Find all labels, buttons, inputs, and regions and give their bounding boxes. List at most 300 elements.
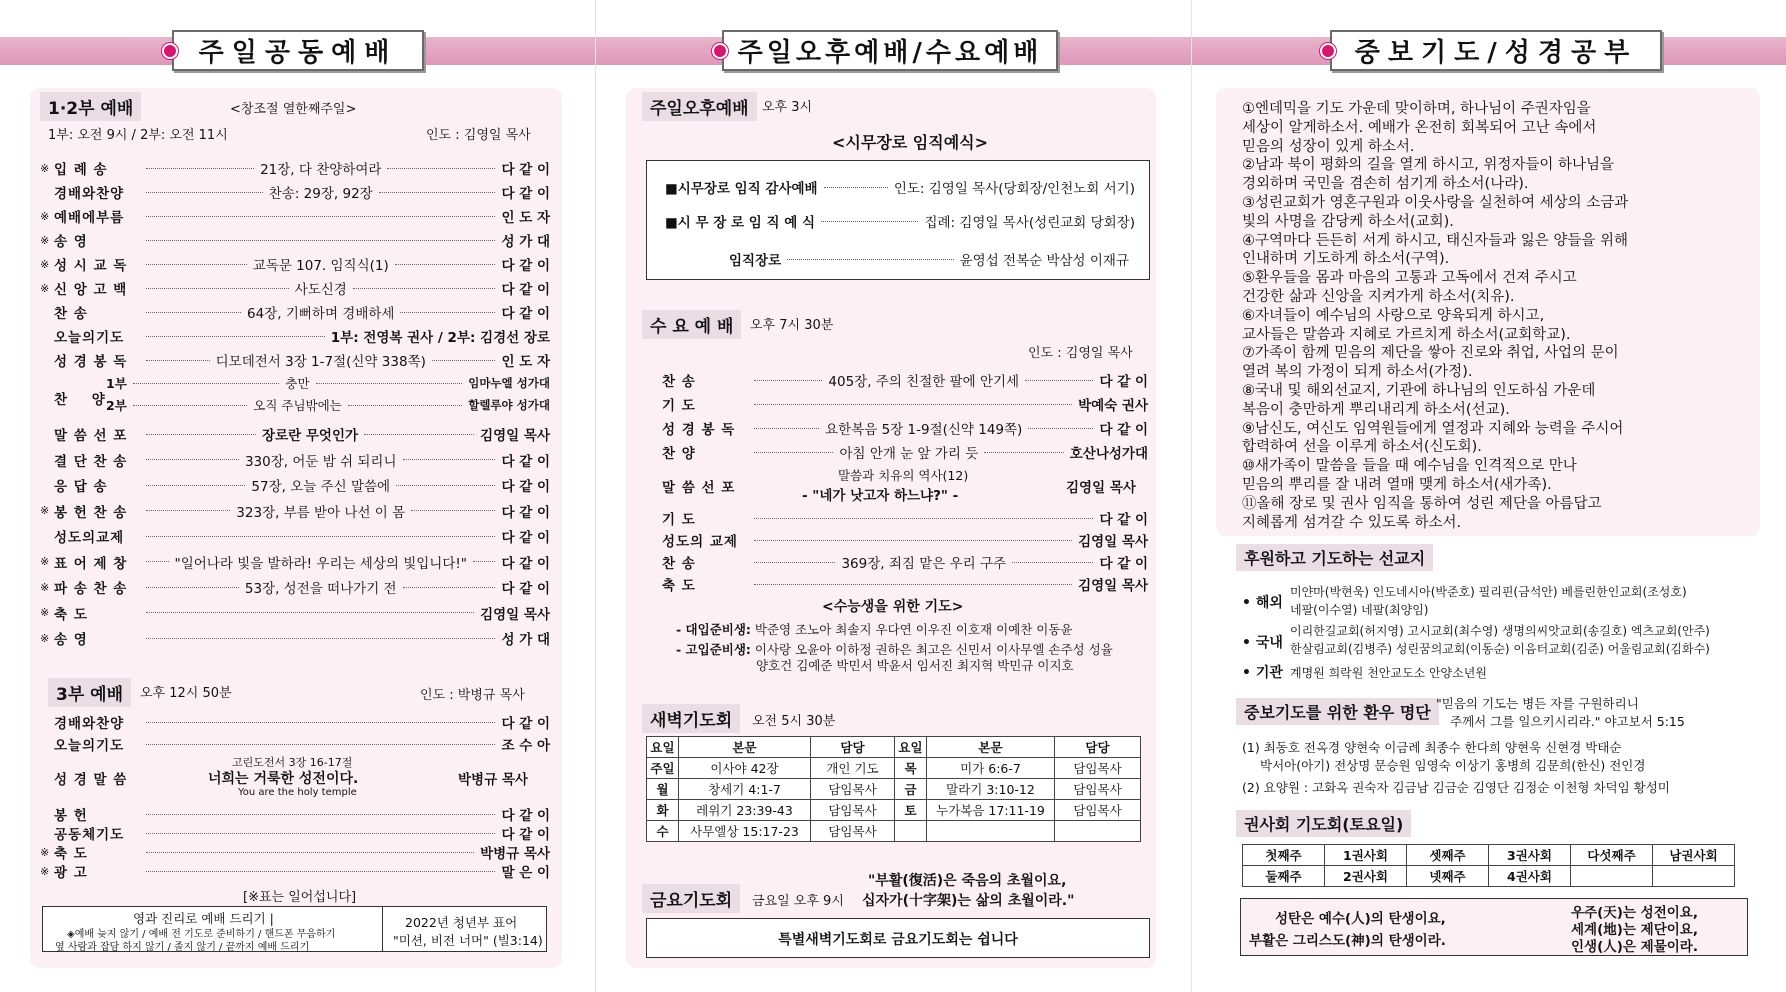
mission-inst: 계명원 희락원 천안교도소 안양소년원 <box>1290 666 1487 680</box>
leader-dots <box>133 405 247 406</box>
motto-right-1: 우주(天)는 성전이요, <box>1571 905 1698 921</box>
worship-item-label: 찬 양 <box>662 446 696 462</box>
deacon-row <box>1243 866 1735 887</box>
friday-heading: 금요기도회 <box>642 884 740 913</box>
leader-dots <box>353 288 496 289</box>
worship-item-row <box>40 603 550 623</box>
leader-dots <box>146 510 230 511</box>
prayer-line: 경외하며 국민을 겸손히 섬기게 하소서(나라). <box>1242 176 1529 193</box>
worship-item-label: 성 시 교 독 <box>54 258 128 274</box>
deacon-cell: 2권사회 <box>1325 866 1407 887</box>
standing-mark: ※ <box>40 504 50 517</box>
friday-notice: 특별새벽기도회로 금요기도회는 쉽니다 <box>778 932 1018 948</box>
friday-time: 금요일 오후 9시 <box>752 894 844 909</box>
worship-item-row <box>40 526 550 546</box>
worship-item-label: 파 송 찬 송 <box>54 581 128 597</box>
mission-domestic-2: 한살림교회(김병주) 성린꿈의교회(이동순) 이음터교회(김준) 어울림교회(김화수) <box>1290 642 1710 656</box>
worship-item-leader: 인 도 자 <box>501 210 550 226</box>
worship-item-row <box>40 450 550 470</box>
section-title-text: 주일공동예배 <box>198 38 398 68</box>
worship-item-label: 광 고 <box>54 865 88 881</box>
standing-mark: ※ <box>40 257 50 271</box>
mission-domestic-label: • 국내 <box>1242 635 1283 651</box>
worship-item-row <box>40 326 550 346</box>
section-title-text: 주일오후예배/수요예배 <box>737 38 1043 68</box>
leader-dots <box>754 584 1072 585</box>
prayer-line: ⑧국내 및 해외선교지, 기관에 하나님의 인도하심 가운데 <box>1242 383 1596 399</box>
prayer-line: 교사들은 말씀과 지혜로 가르치게 하소서(교회학교). <box>1242 326 1571 343</box>
leader-dots <box>403 459 496 460</box>
worship-item-row <box>40 230 550 250</box>
prayer-line: 지혜롭게 섬겨갈 수 있도록 하소서. <box>1242 514 1462 531</box>
worship-item-leader: 조 수 아 <box>501 738 550 754</box>
sick-list-2: (2) 요양원 : 고화옥 권숙자 김금남 김금순 김영단 김정순 이천형 차덕임 황성미 <box>1242 780 1670 795</box>
leader-dots <box>1025 380 1093 381</box>
dawn-schedule-table <box>646 736 1141 842</box>
worship-item-label: 축 도 <box>662 578 696 594</box>
prayer-line: ⑨남신도, 여신도 임역원들에게 열정과 지혜와 능력을 주시어 <box>1242 420 1624 437</box>
dawn-cell: 목 <box>895 758 927 779</box>
worship-item-label: 송 영 <box>54 234 88 250</box>
prayer-line: 빛의 사명을 감당케 하소서(교회). <box>1242 213 1454 230</box>
worship-item-row <box>648 394 1148 414</box>
friday-quote-2: 십자가(十字架)는 삶의 초월이라." <box>862 893 1075 909</box>
worship-item-content: 사도신경 <box>294 282 347 298</box>
footer-left-line2: 옆 사람과 잡담 하지 않기 / 졸지 않기 / 끝까지 예배 드리기 <box>55 942 310 953</box>
service12-heading: 1·2부 예배 <box>40 92 141 121</box>
worship-item-row <box>40 350 550 370</box>
deacon-cell: 첫째주 <box>1243 845 1325 866</box>
service3-heading: 3부 예배 <box>48 678 131 707</box>
leader-dots <box>146 312 241 313</box>
worship-item-content: 교독문 107. 임직식(1) <box>252 258 389 274</box>
service3-time: 오후 12시 50분 <box>140 686 232 701</box>
footer-left-title: 영과 진리로 예배 드리기 | <box>133 911 274 926</box>
dawn-cell: 미가 6:6-7 <box>927 758 1055 779</box>
standing-mark: ※ <box>40 555 50 568</box>
leader-dots <box>146 459 239 460</box>
worship-item-content: 53장, 성전을 떠나가기 전 <box>244 581 397 597</box>
worship-item-row <box>648 418 1148 438</box>
sermon-preacher: 김영일 목사 <box>1066 480 1136 496</box>
standing-mark: ※ <box>40 209 50 223</box>
worship-item-row <box>40 712 550 732</box>
worship-item-label: 송 영 <box>54 632 88 648</box>
worship-item-row <box>40 158 550 178</box>
afternoon-heading: 주일오후예배 <box>642 92 757 121</box>
mission-abroad-2: 네팔(이수열) 네팔(최양임) <box>1290 603 1429 617</box>
worship-item-leader: 다 같 이 <box>501 530 550 546</box>
deacon-cell: 둘째주 <box>1243 866 1325 887</box>
exam-college-label: - 대입준비생: <box>676 622 751 637</box>
worship-item-content: 369장, 죄짐 맡은 우리 구주 <box>841 556 1007 572</box>
worship-item-leader: 1부: 전영복 권사 / 2부: 김경선 장로 <box>330 330 550 346</box>
anthem-row <box>106 374 550 392</box>
exam-college-names: 박준영 조노아 최솔지 우다연 이우진 이호재 이예찬 이동윤 <box>754 622 1073 637</box>
worship-item-label: 경배와찬양 <box>54 186 125 202</box>
leader-dots <box>984 452 1063 453</box>
worship-item-leader: 김영일 목사 <box>480 428 550 444</box>
leader-dots <box>146 192 263 193</box>
motto-box <box>1240 898 1748 956</box>
worship-item-row <box>40 577 550 597</box>
worship-item-leader: 다 같 이 <box>501 258 551 274</box>
worship-item-leader: 김영일 목사 <box>1078 534 1148 550</box>
anthem-row <box>106 396 550 414</box>
dawn-cell: 화 <box>647 800 679 821</box>
column-sunday-worship <box>0 0 595 992</box>
standing-mark: ※ <box>40 864 50 878</box>
dawn-cell: 레위기 23:39-43 <box>679 800 811 821</box>
worship-item-leader: 박예숙 권사 <box>1078 398 1148 414</box>
leader-dots <box>146 434 256 435</box>
dawn-cell: 말라기 3:10-12 <box>927 779 1055 800</box>
worship-item-content: 21장, 다 찬양하여라 <box>260 162 382 178</box>
worship-item-label: 찬 송 <box>54 306 88 322</box>
leader-dots <box>146 722 495 723</box>
worship-item-leader: 다 같 이 <box>501 282 551 298</box>
leader-dots <box>146 536 495 537</box>
worship-item-row <box>40 842 550 862</box>
worship-item-leader: 다 같 이 <box>501 555 551 572</box>
worship-item-label: 공동체기도 <box>54 827 125 843</box>
mission-abroad-1: 미얀마(박현욱) 인도네시아(박준호) 필리핀(금석안) 베를린한인교회(조성호) <box>1290 585 1687 599</box>
dawn-time: 오전 5시 30분 <box>752 714 836 729</box>
worship-item-leader: 김영일 목사 <box>480 606 550 623</box>
leader-dots <box>146 240 495 241</box>
leader-dots <box>1028 428 1093 429</box>
sermon3-block <box>40 754 550 802</box>
worship-item-label: 성 경 봉 독 <box>54 354 128 370</box>
deacon-cell: 넷째주 <box>1407 866 1489 887</box>
youth-motto-title: 2022년 청년부 표어 <box>405 915 518 930</box>
sermon-label: 말 씀 선 포 <box>662 480 736 496</box>
dawn-cell: 금 <box>895 779 927 800</box>
worship-item-leader: 박병규 목사 <box>480 846 550 862</box>
dawn-header-cell: 요일 <box>647 737 679 758</box>
prayer-line: 믿음의 뿌리를 잘 내려 열매 맺게 하소서(새가족). <box>1242 477 1552 493</box>
dawn-cell: 창세기 4:1-7 <box>679 779 811 800</box>
dawn-row <box>647 821 1141 842</box>
worship-item-label: 기 도 <box>662 512 696 528</box>
dawn-cell: 담임목사 <box>1055 758 1141 779</box>
sick-quote-1: "믿음의 기도는 병든 자를 구원하리니 <box>1436 696 1639 711</box>
ordination-row-value: 인도: 김영일 목사(당회장/인천노회 서기) <box>893 181 1135 197</box>
sermon3-preacher: 박병규 목사 <box>458 772 528 788</box>
leader-dots <box>146 360 210 361</box>
standing-mark: ※ <box>40 233 50 247</box>
leader-dots <box>146 852 474 853</box>
friday-quote-1: "부활(復活)은 죽음의 초월이요, <box>868 873 1067 889</box>
leader-dots <box>821 221 918 222</box>
ordination-row-label: 임직장로 <box>729 253 782 269</box>
worship-item-content: 아침 안개 눈 앞 가리 듯 <box>839 446 979 462</box>
prayer-line: ③성린교회가 영혼구원과 이웃사랑을 실천하여 세상의 소금과 <box>1242 195 1629 211</box>
prayer-line: ⑥자녀들이 예수님의 사랑으로 양육되게 하시고, <box>1242 307 1545 324</box>
leader-dots <box>348 405 462 406</box>
worship-item-leader: 다 같 이 <box>1099 374 1148 390</box>
ordination-row <box>665 211 1135 231</box>
worship-item-leader: 다 같 이 <box>501 306 551 322</box>
sermon-title-1: 말씀과 치유의 역사(12) <box>838 468 969 483</box>
leader-dots <box>754 380 822 381</box>
dawn-cell: 사무엘상 15:17-23 <box>679 821 811 842</box>
prayer-line: ⑪올해 장로 및 권사 임직을 통하여 성린 제단을 아름답고 <box>1242 495 1602 512</box>
dawn-cell: 담임목사 <box>811 821 895 842</box>
prayer-line: ④구역마다 든든히 서게 하시고, 태신자들과 잃은 양들을 위해 <box>1242 232 1629 249</box>
deacon-cell: 3권사회 <box>1489 845 1571 866</box>
deacon-table-wrap <box>1242 844 1735 887</box>
column-intercession <box>1192 0 1786 992</box>
leader-dots <box>146 216 495 217</box>
footer-left-line1: ◈예배 늦지 않기 / 예배 전 기도로 준비하기 / 핸드폰 무음하기 <box>67 929 336 940</box>
ordination-row-label: ■시 무 장 로 임 직 예 식 <box>665 215 815 231</box>
prayer-line: 건강한 삶과 신앙을 지켜가게 하소서(치유). <box>1242 289 1515 305</box>
worship-item-row <box>40 206 550 226</box>
ordination-row-label: ■시무장로 임직 감사예배 <box>665 181 818 197</box>
ordination-box <box>646 160 1150 280</box>
section-title <box>722 30 1058 71</box>
anthem-choir: 임마누엘 성가대 <box>468 376 550 390</box>
ordination-row-value: 윤영섭 전복순 박삼성 이재규 <box>959 253 1129 269</box>
dawn-header-cell: 요일 <box>895 737 927 758</box>
wednesday-heading: 수 요 예 배 <box>642 310 741 339</box>
worship-item-content: "일어나라 빛을 발하라! 우리는 세상의 빛입니다!" <box>174 555 467 572</box>
dawn-cell <box>927 821 1055 842</box>
prayer-line: ⑦가족이 함께 믿음의 제단을 쌓아 진로와 취업, 사업의 문이 <box>1242 345 1619 362</box>
dawn-header-cell: 본문 <box>679 737 811 758</box>
deacon-cell <box>1571 866 1653 887</box>
leader-dots <box>146 561 169 562</box>
worship-item-label: 축 도 <box>54 846 88 862</box>
leader-dots <box>387 168 495 169</box>
worship-item-label: 말 씀 선 포 <box>54 428 128 444</box>
worship-item-row <box>40 552 550 572</box>
worship-item-content: 디모데전서 3장 1-7절(신약 338쪽) <box>215 354 426 370</box>
dawn-cell: 담임목사 <box>811 779 895 800</box>
ordination-title: <시무장로 임직예식> <box>832 133 989 152</box>
worship-item-leader: 말 은 이 <box>501 865 550 881</box>
sick-list-1b: 박서아(아기) 전상명 문승원 임영숙 이상기 홍병희 김문희(한신) 전인경 <box>1260 758 1646 773</box>
worship-item-label: 입 례 송 <box>54 162 108 178</box>
leader-dots <box>1012 562 1093 563</box>
dawn-row <box>647 800 1141 821</box>
prayer-line: 복음이 충만하게 뿌리내리게 하소서(선교). <box>1242 401 1510 418</box>
sermon3-label: 성 경 말 씀 <box>54 772 128 788</box>
dawn-header-cell: 본문 <box>927 737 1055 758</box>
deacon-cell: 남권사회 <box>1653 845 1735 866</box>
column-afternoon-wednesday <box>596 0 1191 992</box>
dawn-header-cell: 담당 <box>1055 737 1141 758</box>
anthem-part: 2부 <box>106 398 127 413</box>
dawn-table-wrap <box>646 736 1141 842</box>
worship-item-row <box>648 552 1148 572</box>
prayer-line: 인내하며 기도하게 하소서(구역). <box>1242 251 1450 268</box>
worship-item-row <box>40 861 550 881</box>
worship-item-label: 성도의교제 <box>54 530 125 546</box>
bullet-dot-icon <box>712 43 728 59</box>
worship-item-label: 예배에부름 <box>54 210 125 226</box>
worship-item-leader: 다 같 이 <box>501 808 550 824</box>
worship-item-leader: 성 가 대 <box>501 234 550 250</box>
worship-item-leader: 다 같 이 <box>501 453 550 470</box>
leader-dots <box>133 383 280 384</box>
motto-left-2: 부활은 그리스도(神)의 탄생이라. <box>1249 933 1446 949</box>
worship-item-label: 결 단 찬 송 <box>54 453 128 470</box>
prayer-line: ⑤환우들을 몸과 마음의 고통과 고독에서 건져 주시고 <box>1242 270 1577 287</box>
prayer-line: 세상이 알게하소서. 예배가 온전히 회복되어 고난 속에서 <box>1242 119 1597 136</box>
dawn-cell: 담임목사 <box>1055 779 1141 800</box>
worship-item-row <box>40 823 550 843</box>
worship-item-row <box>40 302 550 322</box>
deacon-cell: 1권사회 <box>1325 845 1407 866</box>
dawn-cell: 담임목사 <box>1055 800 1141 821</box>
worship-item-label: 표 어 제 창 <box>54 555 128 572</box>
worship-item-label: 찬 송 <box>662 374 696 390</box>
dawn-header-row <box>647 737 1141 758</box>
sermon-title-2: - "네가 낫고자 하느냐?" - <box>802 488 959 504</box>
ordination-row-value: 집례: 김영일 목사(성린교회 당회장) <box>924 215 1135 231</box>
leader-dots <box>754 428 819 429</box>
leader-dots <box>754 540 1072 541</box>
worship-item-content: 323장, 부름 받아 나선 이 몸 <box>236 504 406 521</box>
deacon-cell: 4권사회 <box>1489 866 1571 887</box>
leader-dots <box>754 404 1072 405</box>
leader-dots <box>146 336 325 337</box>
mission-heading: 후원하고 기도하는 선교지 <box>1236 544 1433 571</box>
sermon3-ref: 고린도전서 3장 16-17절 <box>232 756 353 769</box>
worship-item-row <box>40 254 550 274</box>
worship-item-label: 성도의 교제 <box>662 534 738 550</box>
exam-high-names: 이사랑 오윤아 이하정 권하은 최고은 신민서 이사무엘 손주성 성율 <box>754 642 1113 657</box>
worship-item-row <box>40 734 550 754</box>
sermon3-title: 너희는 거룩한 성전이다. <box>208 771 359 787</box>
leader-dots <box>146 288 289 289</box>
footer-box <box>42 906 547 952</box>
worship-item-content: 57장, 오늘 주신 말씀에 <box>251 479 391 495</box>
dawn-header-cell: 담당 <box>811 737 895 758</box>
leader-dots <box>411 510 495 511</box>
worship-item-label: 봉 헌 <box>54 808 88 824</box>
youth-motto: "미션, 비전 너머" (빌3:14) <box>393 933 543 948</box>
worship-item-label: 응 답 송 <box>54 479 108 495</box>
prayer-line: ⑩새가족이 말씀을 들을 때 예수님을 인격적으로 만나 <box>1242 458 1577 475</box>
service12-leader: 인도 : 김영일 목사 <box>426 128 531 143</box>
deacon-row <box>1243 845 1735 866</box>
worship-item-content: 찬송: 29장, 92장 <box>268 186 373 202</box>
dawn-cell: 주일 <box>647 758 679 779</box>
worship-item-leader: 성 가 대 <box>501 632 550 648</box>
sermon-block <box>648 466 1148 502</box>
prayer-line: 합력하여 선을 이루게 하소서(신도회). <box>1242 439 1482 456</box>
motto-right-2: 세계(地)는 제단이요, <box>1571 922 1698 938</box>
dawn-cell: 수 <box>647 821 679 842</box>
afternoon-time: 오후 3시 <box>762 100 813 115</box>
worship-item-leader: 다 같 이 <box>1099 422 1148 438</box>
worship-item-label: 봉 헌 찬 송 <box>54 504 128 521</box>
worship-item-leader: 다 같 이 <box>1099 556 1148 572</box>
ordination-row <box>665 177 1135 197</box>
worship-item-leader: 인 도 자 <box>501 354 551 370</box>
worship-item-content: 405장, 주의 친절한 팔에 안기세 <box>828 374 1020 390</box>
worship-item-leader: 다 같 이 <box>501 716 550 732</box>
sick-quote-2: 주께서 그를 일으키시리라." 야고보서 5:15 <box>1450 714 1685 729</box>
mission-domestic-1: 이리한길교회(허지영) 고시교회(최수영) 생명의씨앗교회(송길호) 엑츠교회(안주) <box>1290 624 1710 638</box>
worship-item-row <box>40 804 550 824</box>
section-title-text: 중보기도/성경공부 <box>1354 38 1638 68</box>
dawn-cell: 월 <box>647 779 679 800</box>
standing-mark: ※ <box>40 631 50 645</box>
dawn-cell: 개인 기도 <box>811 758 895 779</box>
worship-item-leader: 다 같 이 <box>501 162 550 178</box>
leader-dots <box>146 814 495 815</box>
leader-dots <box>754 562 835 563</box>
leader-dots <box>146 485 245 486</box>
leader-dots <box>146 744 495 745</box>
anthem-title: 충만 <box>285 376 310 391</box>
service3-leader: 인도 : 박병규 목사 <box>420 688 525 703</box>
worship-item-label: 성 경 봉 독 <box>662 422 736 438</box>
sick-list-1a: (1) 최동호 전옥경 양현숙 이금례 최종수 한다희 양현욱 신현경 박태순 <box>1242 740 1622 755</box>
dawn-cell: 누가복음 17:11-19 <box>927 800 1055 821</box>
worship-item-leader: 다 같 이 <box>501 827 550 843</box>
exam-high-names-2: 양호건 김예준 박민서 박윤서 임서진 최지혁 박민규 이지호 <box>756 658 1074 673</box>
prayer-line: 믿음의 성장이 있게 하소서. <box>1242 138 1415 155</box>
leader-dots <box>146 612 474 613</box>
worship-item-row <box>648 442 1148 462</box>
prayer-line: ②남과 북이 평화의 길을 열게 하시고, 위정자들이 하나님을 <box>1242 157 1615 174</box>
prayer-line: ①엔데믹을 기도 가운데 맞이하며, 하나님이 주권자임을 <box>1242 101 1591 117</box>
exam-college <box>676 620 1073 638</box>
worship-item-row <box>40 182 550 202</box>
worship-item-leader: 호산나성가대 <box>1069 446 1149 462</box>
worship-item-content: 요한복음 5장 1-9절(신약 149쪽) <box>825 422 1023 438</box>
motto-right-3: 인생(人)은 제물이라. <box>1571 939 1698 955</box>
ordination-row <box>729 249 1129 269</box>
motto-left-1: 성탄은 예수(人)의 탄생이요, <box>1275 911 1446 927</box>
worship-item-label: 축 도 <box>54 606 88 623</box>
leader-dots <box>146 638 495 639</box>
mission-inst-label: • 기관 <box>1242 665 1283 681</box>
wednesday-leader: 인도 : 김영일 목사 <box>1028 346 1133 361</box>
worship-item-label: 신 앙 고 백 <box>54 282 128 298</box>
leader-dots <box>754 452 833 453</box>
leader-dots <box>787 259 953 260</box>
anthem-title: 오직 주님밖에는 <box>253 398 342 413</box>
worship-item-leader: 김영일 목사 <box>1078 578 1148 594</box>
worship-item-row <box>40 278 550 298</box>
anthem-choir: 할렐루야 성가대 <box>468 398 550 412</box>
section-title <box>1330 30 1662 71</box>
leader-dots <box>824 187 888 188</box>
worship-item-row <box>40 424 550 444</box>
worship-item-row <box>40 501 550 521</box>
leader-dots <box>146 587 239 588</box>
worship-item-label: 오늘의기도 <box>54 330 125 346</box>
deacon-cell <box>1653 866 1735 887</box>
leader-dots <box>146 871 495 872</box>
worship-item-content: 330장, 어둔 밤 쉬 되리니 <box>244 453 397 470</box>
worship-item-leader: 다 같 이 <box>501 504 551 521</box>
leader-dots <box>395 264 496 265</box>
standing-mark: ※ <box>40 845 50 859</box>
worship-item-row <box>648 508 1148 528</box>
worship-item-content: 64장, 기뻐하며 경배하세 <box>247 306 395 322</box>
anthem-label: 찬 양 <box>54 392 115 408</box>
leader-dots <box>364 434 474 435</box>
leader-dots <box>146 168 254 169</box>
dawn-row <box>647 779 1141 800</box>
